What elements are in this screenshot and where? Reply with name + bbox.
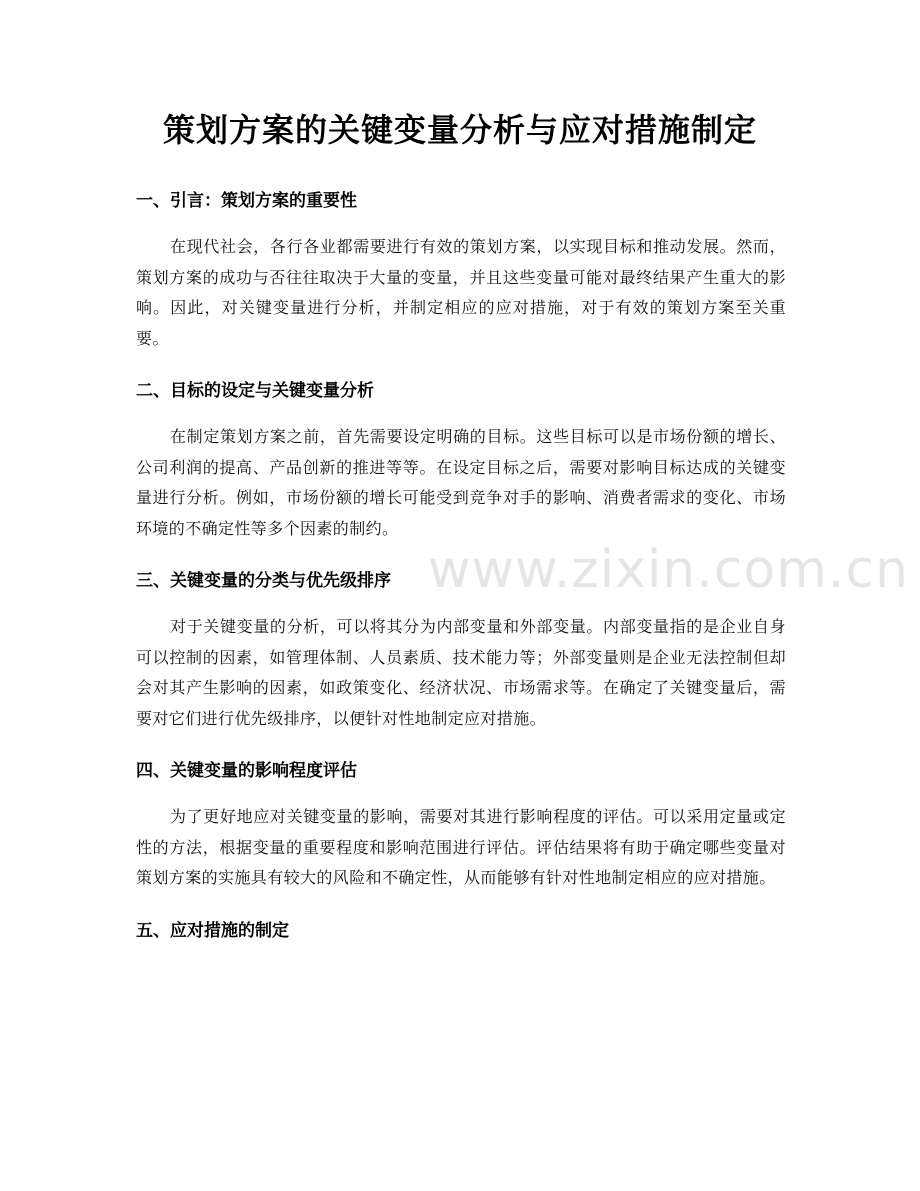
- section-paragraph: 为了更好地应对关键变量的影响，需要对其进行影响程度的评估。可以采用定量或定性的方法，根据变量的重要程度和影响范围进行评估。评估结果将有助于确定哪些变量对策划方案的实施具有较大的风险和不确定性，从而能够有针对性地制定相应的应对措施。: [136, 807, 786, 887]
- section-3: [136, 566, 786, 734]
- section-5: [136, 916, 786, 946]
- document-body: [136, 186, 786, 946]
- section-2: [136, 376, 786, 544]
- section-heading: 三、关键变量的分类与优先级排序: [136, 571, 391, 591]
- section-paragraph: 对于关键变量的分析，可以将其分为内部变量和外部变量。内部变量指的是企业自身可以控制的因素，如管理体制、人员素质、技术能力等；外部变量则是企业无法控制但却会对其产生影响的因素，如政策变化、经济状况、市场需求等。在确定了关键变量后，需要对它们进行优先级排序，以便针对性地制定应对措施。: [136, 617, 786, 728]
- watermark: www.zixin.com.cn: [428, 540, 909, 600]
- section-heading: 一、引言：策划方案的重要性: [136, 191, 357, 211]
- section-heading: 二、目标的设定与关键变量分析: [136, 381, 374, 401]
- section-1: [136, 186, 786, 354]
- section-heading: 四、关键变量的影响程度评估: [136, 761, 357, 781]
- document-title: 策划方案的关键变量分析与应对措施制定: [162, 111, 757, 149]
- section-4: [136, 756, 786, 894]
- section-paragraph: 在制定策划方案之前，首先需要设定明确的目标。这些目标可以是市场份额的增长、公司利润的提高、产品创新的推进等等。在设定目标之后，需要对影响目标达成的关键变量进行分析。例如，市场份额的增长可能受到竞争对手的影响、消费者需求的变化、市场环境的不确定性等多个因素的制约。: [136, 427, 786, 538]
- section-paragraph: 在现代社会，各行各业都需要进行有效的策划方案，以实现目标和推动发展。然而，策划方案的成功与否往往取决于大量的变量，并且这些变量可能对最终结果产生重大的影响。因此，对关键变量进行分析，并制定相应的应对措施，对于有效的策划方案至关重要。: [136, 237, 786, 348]
- section-heading: 五、应对措施的制定: [136, 920, 289, 941]
